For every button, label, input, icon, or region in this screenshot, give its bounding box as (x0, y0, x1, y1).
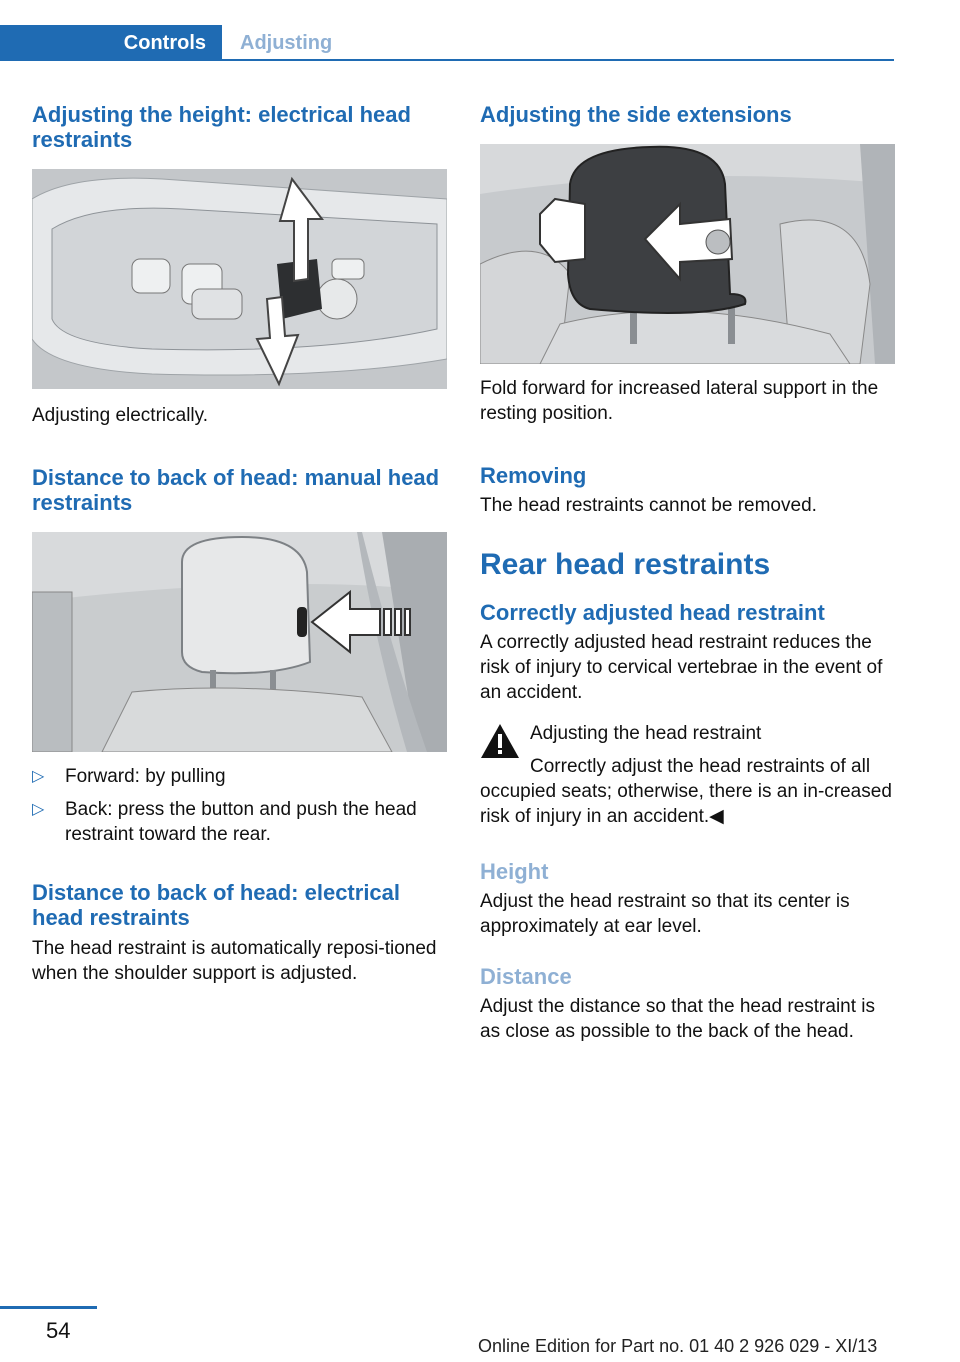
bullet-list-manual (32, 764, 447, 847)
tab-adjusting[interactable]: Adjusting (240, 32, 333, 54)
list-item: ▷ Forward: by pulling (32, 766, 226, 787)
edition-footer: Online Edition for Part no. 01 40 2 926 029 - XI/13 (478, 1336, 878, 1356)
paragraph-height: Adjust the head restraint so that its center is approximately at ear level. (480, 891, 850, 937)
paragraph-electrical: The head restraint is automatically reposi-tioned when the shoulder support is adjusted. (32, 938, 437, 984)
triangle-bullet-icon: ▷ (32, 768, 45, 785)
triangle-bullet-icon: ▷ (32, 801, 45, 818)
caption-electrical: Adjusting electrically. (32, 405, 209, 426)
warning-title: Adjusting the head restraint (530, 723, 762, 744)
heading-height: Height (480, 859, 549, 884)
heading-removing: Removing (480, 463, 587, 488)
seat-control-illustration (32, 169, 447, 389)
page-number: 54 (46, 1318, 71, 1343)
header-divider (222, 59, 894, 61)
warning-text-first-line: Correctly adjust the head restraints of all (530, 756, 871, 777)
heading-distance-manual: Distance to back of head: manual head restraints (32, 465, 440, 515)
warning-triangle-icon (480, 723, 520, 759)
heading-distance: Distance (480, 964, 572, 989)
heading-height-electrical: Adjusting the height: electrical head restraints (32, 102, 411, 152)
list-item: ▷ Back: press the button and push the head restraint toward the rear. (32, 799, 417, 845)
manual-head-restraint-illustration (32, 532, 447, 752)
paragraph-distance: Adjust the distance so that the head restraint is as close as possible to the back of the head. (480, 996, 876, 1042)
right-column (480, 102, 895, 1044)
footer-divider (0, 1306, 97, 1309)
paragraph-removing: The head restraints cannot be removed. (480, 495, 817, 516)
warning-text: occupied seats; otherwise, there is an in-creased risk of injury in an accident.◀ (480, 781, 892, 827)
warning-block (480, 721, 895, 779)
heading-distance-electrical: Distance to back of head: electrical head restraints (32, 880, 401, 930)
paragraph-correctly-adjusted: A correctly adjusted head restraint reduces the risk of injury to cervical vertebrae in the event of an accident. (480, 632, 883, 703)
paragraph-side: Fold forward for increased lateral support in the resting position. (480, 378, 879, 424)
top-navigation (0, 25, 894, 62)
heading-correctly-adjusted: Correctly adjusted head restraint (480, 600, 825, 625)
tab-controls[interactable]: Controls (0, 25, 222, 61)
side-extension-illustration (480, 144, 895, 364)
left-column (32, 102, 447, 986)
heading-rear-head-restraints: Rear head restraints (480, 548, 771, 581)
heading-side-extensions: Adjusting the side extensions (480, 102, 792, 127)
